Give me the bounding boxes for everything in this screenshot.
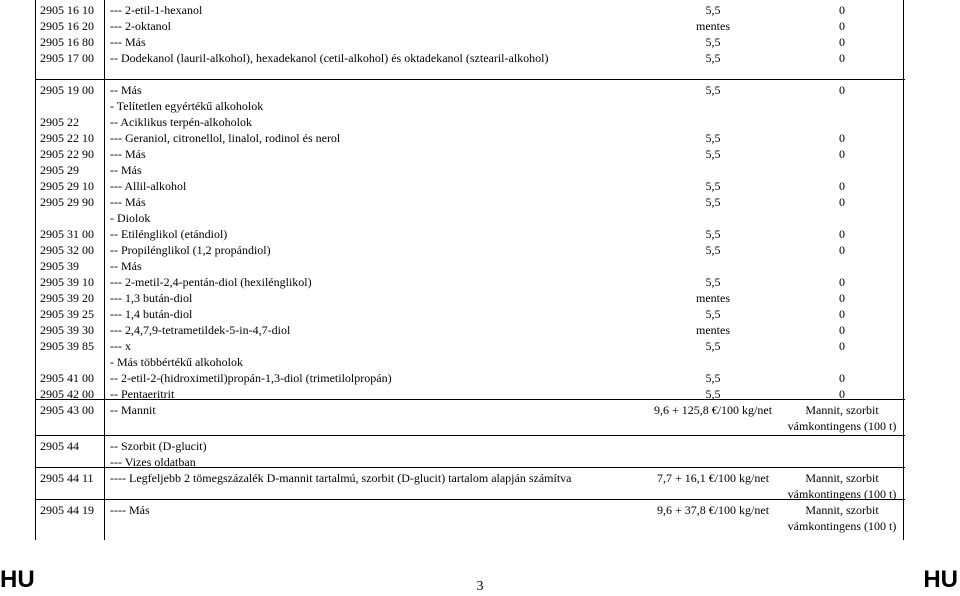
cell-quota-line2: vámkontingens (100 t): [787, 519, 897, 533]
cell-code: 2905 39 10: [40, 275, 94, 289]
cell-quota: 0: [839, 243, 845, 257]
cell-quota: 0: [839, 323, 845, 337]
cell-description: ---- Más: [110, 503, 150, 517]
cell-description: -- Aciklikus terpén-alkoholok: [110, 115, 252, 129]
tariff-table: [35, 0, 905, 540]
cell-quota: 0: [839, 19, 845, 33]
cell-quota: 0: [839, 387, 845, 401]
cell-description: ---- Legfeljebb 2 tömegszázalék D-mannit tartalmú, szorbit (D-glucit) tartalom alapján számítva: [110, 471, 572, 485]
cell-quota: 0: [839, 339, 845, 353]
cell-code: 2905 31 00: [40, 227, 94, 241]
cell-code: 2905 22 90: [40, 147, 94, 161]
cell-duty-rate: 5,5: [705, 371, 721, 385]
cell-duty-rate: 5,5: [705, 195, 721, 209]
cell-quota: 0: [839, 179, 845, 193]
cell-duty-rate: 5,5: [705, 179, 721, 193]
cell-duty-rate: 5,5: [705, 307, 721, 321]
cell-duty-rate: 5,5: [705, 339, 721, 353]
cell-description: - Telítetlen egyértékű alkoholok: [110, 99, 264, 113]
cell-description: -- Mannit: [110, 403, 156, 417]
cell-description: -- Szorbit (D-glucit): [110, 439, 207, 453]
cell-code: 2905 22 10: [40, 131, 94, 145]
cell-code: 2905 22: [40, 115, 79, 129]
cell-description: -- Más: [110, 83, 142, 97]
cell-quota-line2: vámkontingens (100 t): [787, 419, 897, 433]
table-row: [35, 499, 905, 533]
cell-description: --- Más: [110, 195, 146, 209]
cell-quota: 0: [839, 275, 845, 289]
cell-description: -- Etilénglikol (etándiol): [110, 227, 228, 241]
cell-code: 2905 39 25: [40, 307, 94, 321]
cell-quota: 0: [839, 51, 845, 65]
cell-quota: Mannit, szorbit: [805, 471, 879, 485]
cell-description: --- 2-metil-2,4-pentán-diol (hexilénglikol): [110, 275, 312, 289]
cell-code: 2905 29 10: [40, 179, 94, 193]
cell-duty-rate: mentes: [696, 19, 730, 33]
cell-quota: 0: [839, 131, 845, 145]
cell-duty-rate: 5,5: [705, 3, 721, 17]
cell-quota: 0: [839, 291, 845, 305]
cell-quota: Mannit, szorbit: [805, 403, 879, 417]
table-row: [35, 79, 905, 97]
cell-duty-rate: 9,6 + 37,8 €/100 kg/net: [656, 503, 770, 517]
cell-quota: 0: [839, 195, 845, 209]
cell-description: --- 2-etil-1-hexanol: [110, 3, 203, 17]
cell-description: --- 2-oktanol: [110, 19, 171, 33]
cell-code: 2905 44 11: [40, 471, 94, 485]
cell-code: 2905 39: [40, 259, 79, 273]
cell-duty-rate: 5,5: [705, 35, 721, 49]
cell-description: --- 2,4,7,9-tetrametildek-5-in-4,7-diol: [110, 323, 291, 337]
cell-code: 2905 39 30: [40, 323, 94, 337]
cell-quota: 0: [839, 371, 845, 385]
cell-quota: 0: [839, 3, 845, 17]
table-row: [35, 467, 905, 501]
cell-code: 2905 19 00: [40, 83, 94, 97]
cell-code: 2905 29 90: [40, 195, 94, 209]
cell-duty-rate: mentes: [696, 291, 730, 305]
cell-duty-rate: 5,5: [705, 83, 721, 97]
cell-description: --- x: [110, 339, 131, 353]
footer-country-left: HU: [0, 566, 35, 593]
cell-code: 2905 39 20: [40, 291, 94, 305]
cell-description: -- 2-etil-2-(hidroximetil)propán-1,3-diol (trimetilolpropán): [110, 371, 392, 385]
cell-code: 2905 17 00: [40, 51, 94, 65]
cell-quota: 0: [839, 307, 845, 321]
cell-quota: Mannit, szorbit: [805, 503, 879, 517]
cell-code: 2905 39 85: [40, 339, 94, 353]
page-number: 3: [476, 579, 484, 594]
cell-description: -- Propilénglikol (1,2 propándiol): [110, 243, 271, 257]
cell-quota: 0: [839, 227, 845, 241]
cell-description: - Más többértékű alkoholok: [110, 355, 243, 369]
cell-duty-rate: 5,5: [705, 275, 721, 289]
cell-description: --- Vizes oldatban: [110, 455, 196, 469]
cell-quota: 0: [839, 35, 845, 49]
cell-duty-rate: mentes: [696, 323, 730, 337]
cell-description: --- Más: [110, 147, 146, 161]
cell-duty-rate: 5,5: [705, 147, 721, 161]
cell-description: -- Más: [110, 259, 142, 273]
cell-duty-rate: 5,5: [705, 227, 721, 241]
table-row: [35, 435, 905, 453]
table-row: [35, 399, 905, 433]
cell-description: -- Dodekanol (lauril-alkohol), hexadekanol (cetil-alkohol) és oktadekanol (sztearil-alkohol): [110, 51, 549, 65]
cell-description: -- Pentaeritrit: [110, 387, 175, 401]
cell-duty-rate: 9,6 + 125,8 €/100 kg/net: [653, 403, 773, 417]
cell-code: 2905 16 80: [40, 35, 94, 49]
cell-code: 2905 16 20: [40, 19, 94, 33]
cell-code: 2905 29: [40, 163, 79, 177]
cell-code: 2905 43 00: [40, 403, 94, 417]
cell-description: -- Más: [110, 163, 142, 177]
cell-code: 2905 44: [40, 439, 79, 453]
cell-quota-line2: vámkontingens (100 t): [787, 487, 897, 501]
cell-quota: 0: [839, 83, 845, 97]
cell-description: - Diolok: [110, 211, 151, 225]
cell-duty-rate: 7,7 + 16,1 €/100 kg/net: [656, 471, 770, 485]
cell-description: --- Más: [110, 35, 146, 49]
cell-description: --- 1,4 bután-diol: [110, 307, 193, 321]
cell-code: 2905 32 00: [40, 243, 94, 257]
cell-description: --- 1,3 bután-diol: [110, 291, 193, 305]
cell-description: --- Allil-alkohol: [110, 179, 187, 193]
cell-duty-rate: 5,5: [705, 387, 721, 401]
cell-quota: 0: [839, 147, 845, 161]
cell-description: --- Geraniol, citronellol, linalol, rodinol és nerol: [110, 131, 341, 145]
cell-duty-rate: 5,5: [705, 51, 721, 65]
cell-code: 2905 41 00: [40, 371, 94, 385]
cell-duty-rate: 5,5: [705, 131, 721, 145]
cell-code: 2905 16 10: [40, 3, 94, 17]
cell-code: 2905 44 19: [40, 503, 94, 517]
cell-duty-rate: 5,5: [705, 243, 721, 257]
cell-code: 2905 42 00: [40, 387, 94, 401]
footer-country-right: HU: [923, 566, 958, 593]
